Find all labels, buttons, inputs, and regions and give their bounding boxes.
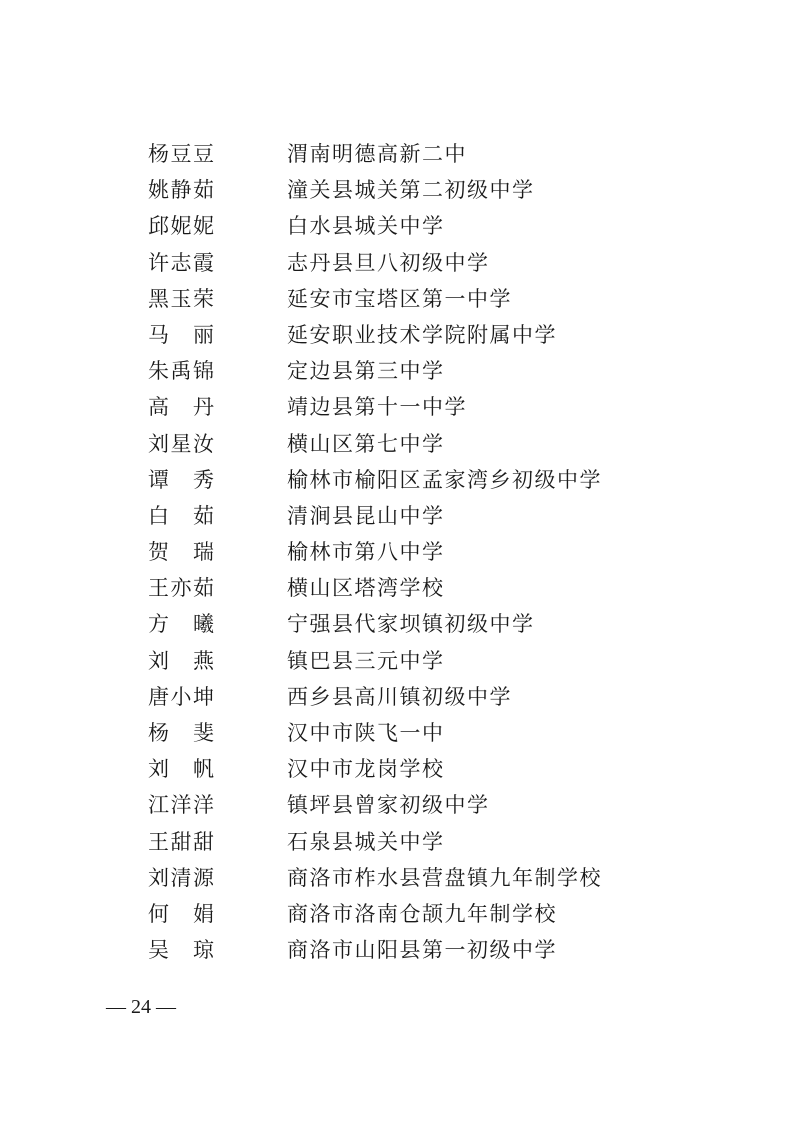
teacher-name: 杨 斐	[148, 721, 214, 745]
list-item	[0, 643, 793, 679]
school-name: 商洛市山阳县第一初级中学	[287, 938, 557, 963]
list-item	[0, 606, 793, 642]
school-name: 商洛市柞水县营盘镇九年制学校	[287, 865, 602, 890]
school-name: 汉中市陕飞一中	[287, 721, 445, 745]
school-name: 镇坪县曾家初级中学	[287, 793, 490, 818]
list-item	[0, 172, 793, 208]
list-item	[0, 462, 793, 498]
list-item	[0, 498, 793, 534]
list-item	[0, 787, 793, 823]
school-name: 横山区塔湾学校	[287, 576, 445, 601]
teacher-name: 许志霞	[148, 250, 214, 275]
list-item	[0, 208, 793, 244]
school-name: 榆林市榆阳区孟家湾乡初级中学	[287, 467, 602, 492]
teacher-name: 姚静茹	[148, 178, 214, 203]
list-item	[0, 896, 793, 932]
school-name: 白水县城关中学	[287, 214, 445, 239]
list-item	[0, 824, 793, 860]
list-item	[0, 245, 793, 281]
list-item	[0, 751, 793, 787]
teacher-name: 刘清源	[148, 865, 214, 890]
teacher-name: 吴 琼	[148, 938, 214, 963]
list-item	[0, 679, 793, 715]
school-name: 渭南明德高新二中	[287, 142, 467, 166]
school-name: 宁强县代家坝镇初级中学	[287, 612, 535, 637]
school-name: 定边县第三中学	[287, 359, 445, 384]
teacher-name: 黑玉荣	[148, 286, 214, 311]
teacher-name: 马 丽	[148, 322, 214, 347]
teacher-name: 朱禹锦	[148, 359, 214, 384]
list-item	[0, 570, 793, 606]
list-item	[0, 860, 793, 896]
list-item	[0, 136, 793, 172]
list-item	[0, 281, 793, 317]
school-name: 汉中市龙岗学校	[287, 757, 445, 782]
teacher-name: 刘 帆	[148, 757, 214, 782]
teacher-name: 邱妮妮	[148, 214, 214, 239]
teacher-name: 谭 秀	[148, 467, 214, 492]
list-item	[0, 353, 793, 389]
school-name: 潼关县城关第二初级中学	[287, 178, 535, 203]
teacher-name: 王甜甜	[148, 829, 214, 854]
list-item	[0, 389, 793, 425]
school-name: 榆林市第八中学	[287, 540, 445, 565]
teacher-name: 白 茹	[148, 503, 214, 528]
list-item	[0, 534, 793, 570]
school-name: 清涧县昆山中学	[287, 503, 445, 528]
school-name: 商洛市洛南仓颉九年制学校	[287, 901, 557, 926]
page-number: — 24 —	[106, 996, 176, 1018]
teacher-name: 方 曦	[148, 612, 214, 637]
list-item	[0, 932, 793, 968]
school-name: 延安市宝塔区第一中学	[287, 286, 512, 311]
teacher-name: 刘星汝	[148, 431, 214, 456]
teacher-name: 高 丹	[148, 395, 214, 420]
teacher-name: 江洋洋	[148, 793, 214, 818]
list-item	[0, 426, 793, 462]
list-item	[0, 715, 793, 751]
school-name: 靖边县第十一中学	[287, 395, 467, 420]
list-item	[0, 317, 793, 353]
teacher-name: 王亦茹	[148, 576, 214, 601]
teacher-name: 刘 燕	[148, 648, 214, 673]
teacher-name: 贺 瑞	[148, 540, 214, 565]
school-name: 延安职业技术学院附属中学	[287, 322, 557, 347]
name-list	[0, 136, 793, 968]
school-name: 西乡县高川镇初级中学	[287, 684, 512, 709]
school-name: 志丹县旦八初级中学	[287, 250, 490, 275]
school-name: 镇巴县三元中学	[287, 648, 445, 673]
teacher-name: 何 娟	[148, 901, 214, 926]
teacher-name: 唐小坤	[148, 684, 214, 709]
teacher-name: 杨豆豆	[148, 142, 214, 166]
school-name: 横山区第七中学	[287, 431, 445, 456]
school-name: 石泉县城关中学	[287, 829, 445, 854]
